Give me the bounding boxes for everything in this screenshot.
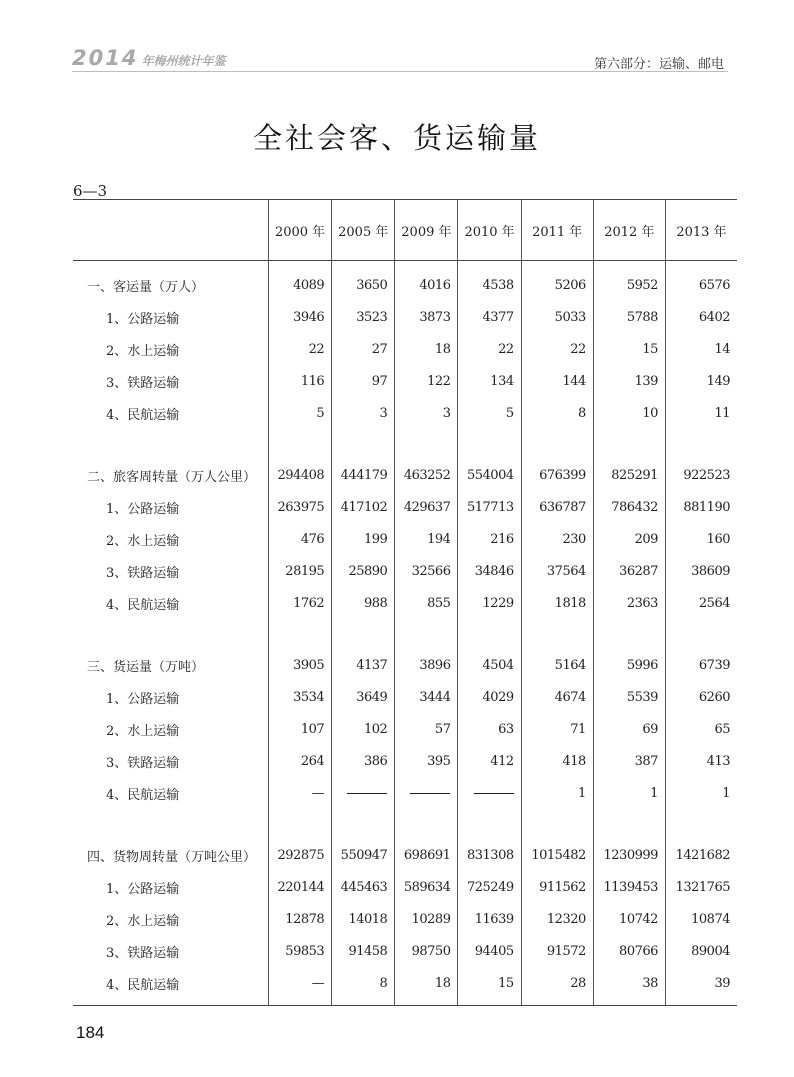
data-cell — [521, 429, 593, 459]
data-cell: 71 — [521, 713, 593, 745]
data-cell: 1 — [521, 777, 593, 809]
data-cell: 412 — [458, 745, 521, 777]
data-cell: 386 — [332, 745, 395, 777]
row-label: 二、旅客周转量（万人公里） — [87, 469, 257, 485]
data-cell: 5206 — [521, 261, 593, 302]
data-cell — [332, 777, 395, 809]
data-cell: 1 — [593, 777, 665, 809]
no-data-dash — [347, 793, 387, 794]
data-cell: 831308 — [458, 839, 521, 871]
data-cell: 3650 — [332, 261, 395, 302]
spacer-row — [73, 429, 737, 459]
data-cell: 102 — [332, 713, 395, 745]
data-cell: 22 — [269, 333, 332, 365]
data-cell: 5788 — [593, 301, 665, 333]
data-cell: 413 — [665, 745, 737, 777]
data-cell: 550947 — [332, 839, 395, 871]
data-cell: 6576 — [665, 261, 737, 302]
data-cell: 80766 — [593, 935, 665, 967]
data-cell: 107 — [269, 713, 332, 745]
data-cell: 263975 — [269, 491, 332, 523]
row-label — [73, 429, 269, 459]
data-cell: 15 — [458, 967, 521, 1006]
data-cell: 57 — [395, 713, 458, 745]
data-cell: 1015482 — [521, 839, 593, 871]
data-cell: 28 — [521, 967, 593, 1006]
data-cell: 3523 — [332, 301, 395, 333]
data-cell: 37564 — [521, 555, 593, 587]
data-cell: 98750 — [395, 935, 458, 967]
data-cell: 4137 — [332, 649, 395, 681]
data-cell: 220144 — [269, 871, 332, 903]
data-cell: 6402 — [665, 301, 737, 333]
data-cell: 1421682 — [665, 839, 737, 871]
table-row — [73, 555, 737, 587]
data-cell — [395, 777, 458, 809]
data-cell: 988 — [332, 587, 395, 619]
data-cell: 3649 — [332, 681, 395, 713]
data-cell: 144 — [521, 365, 593, 397]
data-cell: 116 — [269, 365, 332, 397]
data-cell: 38609 — [665, 555, 737, 587]
data-cell: 292875 — [269, 839, 332, 871]
data-cell: 25890 — [332, 555, 395, 587]
data-cell: 69 — [593, 713, 665, 745]
data-cell — [269, 619, 332, 649]
data-cell — [458, 777, 521, 809]
column-header: 2012 年 — [593, 200, 665, 261]
data-cell: 517713 — [458, 491, 521, 523]
data-cell: 1230999 — [593, 839, 665, 871]
data-cell: 725249 — [458, 871, 521, 903]
yearbook-title — [72, 46, 225, 70]
data-cell — [593, 619, 665, 649]
data-cell: 5 — [458, 397, 521, 429]
row-label: 4、民航运输 — [73, 967, 269, 1006]
row-label — [73, 809, 269, 839]
data-cell: 65 — [665, 713, 737, 745]
row-label: 4、民航运输 — [106, 597, 180, 613]
row-label: 2、水上运输 — [106, 723, 180, 739]
table-row — [73, 903, 737, 935]
data-cell: 1321765 — [665, 871, 737, 903]
group-total-row — [73, 261, 737, 302]
data-cell: 444179 — [332, 459, 395, 491]
row-label: 2、水上运输 — [106, 913, 180, 929]
table-row — [73, 491, 737, 523]
data-cell: 476 — [269, 523, 332, 555]
data-cell — [665, 429, 737, 459]
data-cell: 63 — [458, 713, 521, 745]
row-label: 1、公路运输 — [106, 691, 180, 707]
data-cell: 12878 — [269, 903, 332, 935]
data-cell: 387 — [593, 745, 665, 777]
group-total-row — [73, 649, 737, 681]
data-cell: 5 — [269, 397, 332, 429]
data-cell: 825291 — [593, 459, 665, 491]
data-cell: 3534 — [269, 681, 332, 713]
table-row — [73, 777, 737, 809]
group-total-row — [73, 839, 737, 871]
data-cell: 36287 — [593, 555, 665, 587]
data-cell: 636787 — [521, 491, 593, 523]
data-cell: 11639 — [458, 903, 521, 935]
data-cell: 1 — [665, 777, 737, 809]
data-cell: 91458 — [332, 935, 395, 967]
data-cell: 22 — [458, 333, 521, 365]
data-cell: 39 — [665, 967, 737, 1006]
table-header-row — [73, 200, 737, 261]
row-label: 3、铁路运输 — [106, 565, 180, 581]
row-label: 四、货物周转量（万吨公里） — [87, 849, 257, 865]
data-cell: 294408 — [269, 459, 332, 491]
data-cell — [458, 809, 521, 839]
data-cell — [269, 809, 332, 839]
data-cell: 1139453 — [593, 871, 665, 903]
data-cell: 5996 — [593, 649, 665, 681]
data-cell: 463252 — [395, 459, 458, 491]
row-label: 1、公路运输 — [106, 311, 180, 327]
row-label: 一、客运量（万人） — [87, 279, 205, 295]
table-row — [73, 713, 737, 745]
data-cell: 3896 — [395, 649, 458, 681]
data-cell: 395 — [395, 745, 458, 777]
data-cell: 4089 — [269, 261, 332, 302]
data-cell: 28195 — [269, 555, 332, 587]
data-cell: 5952 — [593, 261, 665, 302]
data-cell: 698691 — [395, 839, 458, 871]
data-cell: 160 — [665, 523, 737, 555]
data-cell: 3444 — [395, 681, 458, 713]
row-label: 3、铁路运输 — [106, 375, 180, 391]
table-row — [73, 365, 737, 397]
data-cell: 554004 — [458, 459, 521, 491]
section-title: 第六部分：运输、邮电 — [593, 57, 724, 72]
data-cell: 59853 — [269, 935, 332, 967]
table-row — [73, 681, 737, 713]
data-cell: 91572 — [521, 935, 593, 967]
data-cell: 429637 — [395, 491, 458, 523]
group-total-row — [73, 459, 737, 491]
data-cell: 417102 — [332, 491, 395, 523]
column-header: 2010 年 — [458, 200, 521, 261]
data-cell: 14 — [665, 333, 737, 365]
table-row — [73, 587, 737, 619]
data-cell: 38 — [593, 967, 665, 1006]
data-cell: 4504 — [458, 649, 521, 681]
data-cell: 676399 — [521, 459, 593, 491]
table-row — [73, 871, 737, 903]
row-label: 3、铁路运输 — [106, 755, 180, 771]
spacer-row — [73, 619, 737, 649]
data-cell: 3 — [395, 397, 458, 429]
column-header: 2005 年 — [332, 200, 395, 261]
data-cell: 786432 — [593, 491, 665, 523]
data-cell: — — [269, 967, 332, 1006]
data-cell — [593, 809, 665, 839]
data-cell: 445463 — [332, 871, 395, 903]
data-cell: 2564 — [665, 587, 737, 619]
column-header: 2011 年 — [521, 200, 593, 261]
column-header: 2013 年 — [665, 200, 737, 261]
data-cell — [332, 809, 395, 839]
data-cell: 139 — [593, 365, 665, 397]
page-number: 184 — [76, 1023, 105, 1042]
data-cell: 3905 — [269, 649, 332, 681]
data-cell: 6739 — [665, 649, 737, 681]
data-cell: 4538 — [458, 261, 521, 302]
data-cell: 32566 — [395, 555, 458, 587]
data-cell: 97 — [332, 365, 395, 397]
data-cell: 11 — [665, 397, 737, 429]
data-cell: 1229 — [458, 587, 521, 619]
data-cell: 8 — [521, 397, 593, 429]
header-label-cell — [73, 200, 269, 261]
data-cell: 264 — [269, 745, 332, 777]
data-cell: 5164 — [521, 649, 593, 681]
data-cell: 10 — [593, 397, 665, 429]
data-cell: 3 — [332, 397, 395, 429]
data-cell: 3946 — [269, 301, 332, 333]
data-cell — [593, 429, 665, 459]
data-cell: 89004 — [665, 935, 737, 967]
data-cell: 5033 — [521, 301, 593, 333]
table-row — [73, 301, 737, 333]
row-label: 2、水上运输 — [106, 533, 180, 549]
table-row — [73, 333, 737, 365]
data-cell: 12320 — [521, 903, 593, 935]
page-title: 全社会客、货运输量 — [252, 121, 541, 155]
table-row — [73, 397, 737, 429]
spacer-row — [73, 809, 737, 839]
data-cell — [332, 429, 395, 459]
data-cell: 8 — [332, 967, 395, 1006]
data-cell: 216 — [458, 523, 521, 555]
data-cell — [395, 809, 458, 839]
row-label: 1、公路运输 — [106, 501, 180, 517]
data-cell: 418 — [521, 745, 593, 777]
row-label: 4、民航运输 — [106, 787, 180, 803]
data-cell: 589634 — [395, 871, 458, 903]
data-cell: 194 — [395, 523, 458, 555]
data-cell: 149 — [665, 365, 737, 397]
data-cell: 911562 — [521, 871, 593, 903]
table-row — [73, 745, 737, 777]
row-label: 三、货运量（万吨） — [87, 659, 205, 675]
data-cell: 15 — [593, 333, 665, 365]
column-header: 2009 年 — [395, 200, 458, 261]
data-cell: 4016 — [395, 261, 458, 302]
data-cell: 22 — [521, 333, 593, 365]
data-cell: 922523 — [665, 459, 737, 491]
data-cell: 230 — [521, 523, 593, 555]
data-cell — [458, 429, 521, 459]
data-cell: 5539 — [593, 681, 665, 713]
data-cell — [395, 619, 458, 649]
data-cell: 4674 — [521, 681, 593, 713]
table-body — [73, 261, 737, 1006]
row-label: 1、公路运输 — [106, 881, 180, 897]
transport-volume-table — [73, 199, 737, 1006]
data-cell — [332, 619, 395, 649]
data-cell: 34846 — [458, 555, 521, 587]
table-row — [73, 967, 737, 1006]
row-label: 2、水上运输 — [106, 343, 180, 359]
data-cell: 855 — [395, 587, 458, 619]
table-number: 6—3 — [73, 182, 108, 200]
data-cell: 10742 — [593, 903, 665, 935]
data-cell — [665, 809, 737, 839]
yearbook-name: 年梅州统计年鉴 — [141, 54, 226, 68]
data-cell: 18 — [395, 333, 458, 365]
data-cell: 122 — [395, 365, 458, 397]
data-cell: 10289 — [395, 903, 458, 935]
data-cell: 10874 — [665, 903, 737, 935]
row-label — [73, 619, 269, 649]
data-cell: 6260 — [665, 681, 737, 713]
data-cell — [521, 619, 593, 649]
data-cell: 94405 — [458, 935, 521, 967]
data-cell: 14018 — [332, 903, 395, 935]
data-cell: 1762 — [269, 587, 332, 619]
header-divider — [72, 71, 728, 72]
data-cell — [269, 429, 332, 459]
data-cell — [395, 429, 458, 459]
data-cell: 3873 — [395, 301, 458, 333]
row-label: 3、铁路运输 — [106, 945, 180, 961]
table-row — [73, 523, 737, 555]
table-row — [73, 935, 737, 967]
row-label: 4、民航运输 — [106, 407, 180, 423]
data-cell: 881190 — [665, 491, 737, 523]
data-cell: 2363 — [593, 587, 665, 619]
data-cell: 1818 — [521, 587, 593, 619]
data-cell: — — [269, 777, 332, 809]
no-data-dash — [474, 793, 514, 794]
data-cell: 4029 — [458, 681, 521, 713]
column-header: 2000 年 — [269, 200, 332, 261]
data-cell: 209 — [593, 523, 665, 555]
data-cell — [458, 619, 521, 649]
data-cell: 27 — [332, 333, 395, 365]
yearbook-year: 2014 — [72, 46, 139, 70]
data-cell: 4377 — [458, 301, 521, 333]
no-data-dash — [410, 793, 450, 794]
data-cell — [521, 809, 593, 839]
data-cell: 18 — [395, 967, 458, 1006]
data-cell — [665, 619, 737, 649]
data-cell: 134 — [458, 365, 521, 397]
data-cell: 199 — [332, 523, 395, 555]
